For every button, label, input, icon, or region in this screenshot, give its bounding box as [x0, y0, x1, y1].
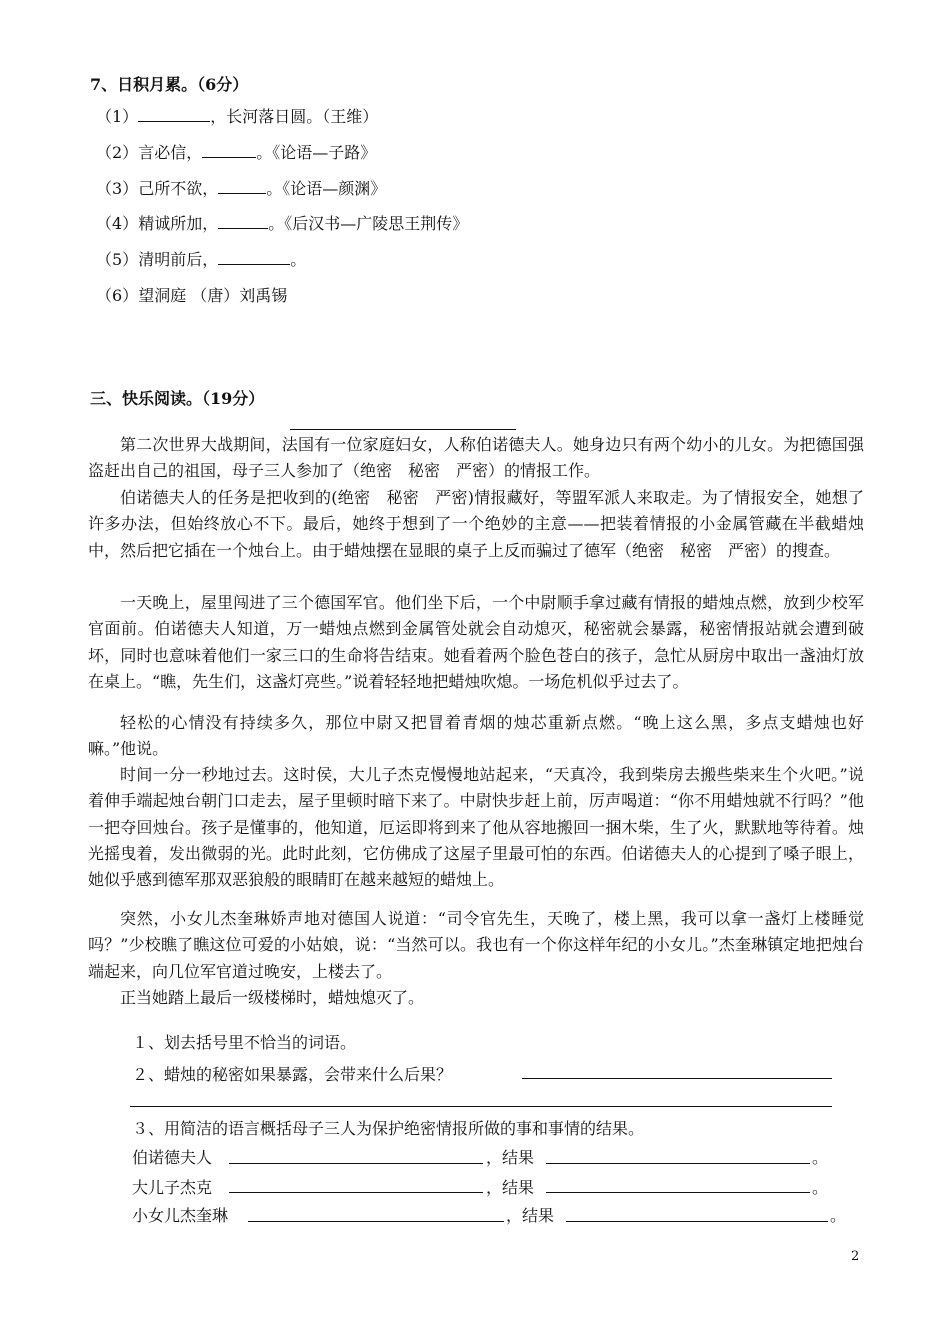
answer-line[interactable]: [546, 1163, 810, 1164]
row-label: 伯诺德夫人: [132, 1148, 213, 1167]
item-number: （1）: [96, 107, 139, 126]
item-text-after: 。《后汉书—广陵思王荆传》: [268, 214, 469, 233]
item-text-after: 。《论语—子路》: [256, 143, 377, 162]
section7-title: 7、日积月累。（6分）: [90, 75, 249, 94]
story-title-blank[interactable]: [290, 429, 516, 430]
answer-line[interactable]: [522, 1078, 832, 1079]
end-mark: 。: [830, 1206, 847, 1225]
result-label: ，结果: [486, 1178, 535, 1197]
story-paragraph-5: 时间一分一秒地过去。这时侯，大儿子杰克慢慢地站起来，“天真冷，我到柴房去搬些柴来生个火吧。”说着伸手端起烛台朝门口走去，屋子里顿时暗下来了。中尉快步赶上前，厉声喝道：“你不用蜡烛就不行吗？”他一把夺回烛台。孩子是懂事的，他知道，厄运即将到来了他从容地搬回一捆木柴，生了火，默默地等待着。烛光摇曳着，发出微弱的光。此时此刻，它仿佛成了这屋子里最可怕的东西。伯诺德夫人的心提到了嗓子眼上，她似乎感到德军那双恶狼般的眼睛盯在越来越短的蜡烛上。: [88, 765, 864, 890]
answer-blank[interactable]: [218, 179, 266, 194]
section7-item-4: [96, 211, 468, 234]
result-label: ，结果: [486, 1148, 535, 1167]
story-paragraph-1: 第二次世界大战期间，法国有一位家庭妇女，人称伯诺德夫人。她身边只有两个幼小的儿女。为把德国强盗赶出自己的祖国，母子三人参加了（绝密 秘密 严密）的情报工作。: [88, 435, 864, 481]
question-2: ２、蜡烛的秘密如果暴露，会带来什么后果？: [132, 1065, 453, 1084]
story-paragraph-6: 突然，小女儿杰奎琳娇声地对德国人说道：“司令官先生，天晚了，楼上黑，我可以拿一盏灯上楼睡觉吗？”少校瞧了瞧这位可爱的小姑娘，说：“当然可以。我也有一个你这样年纪的小女儿。”杰奎琳镇定地把烛台端起来，向几位军官道过晚安，上楼去了。: [88, 909, 864, 981]
section3-title: 三、快乐阅读。（19分）: [90, 389, 265, 408]
section7-item-6: [96, 283, 287, 306]
story-paragraph-7: 正当她踏上最后一级楼梯时，蜡烛熄灭了。: [120, 988, 425, 1007]
answer-line[interactable]: [130, 1106, 832, 1107]
question-3: ３、用简洁的语言概括母子三人为保护绝密情报所做的事和事情的结果。: [132, 1119, 645, 1138]
answer-line[interactable]: [546, 1192, 810, 1193]
item-text-after: 。: [290, 250, 307, 269]
question-1: １、划去括号里不恰当的词语。: [132, 1033, 357, 1052]
item-text-before: 清明前后，: [138, 250, 219, 269]
item-text: 望洞庭 （唐）刘禹锡: [138, 286, 288, 305]
item-text-after: ，长河落日圆。（王维）: [210, 107, 379, 126]
item-text-before: 己所不欲，: [138, 179, 219, 198]
item-text-after: 。《论语—颜渊》: [266, 179, 387, 198]
section7-item-1: [96, 104, 378, 127]
answer-line[interactable]: [566, 1221, 828, 1222]
answer-line[interactable]: [248, 1221, 504, 1222]
section7-item-3: [96, 176, 386, 199]
item-number: （2）: [96, 143, 139, 162]
story-paragraph-4: 轻松的心情没有持续多久，那位中尉又把冒着青烟的烛芯重新点燃。“晚上这么黑，多点支蜡烛也好嘛。”他说。: [88, 713, 864, 759]
answer-line[interactable]: [229, 1192, 483, 1193]
item-text-before: 精诚所加，: [138, 214, 219, 233]
item-number: （4）: [96, 214, 139, 233]
story-paragraph-3: 一天晚上，屋里闯进了三个德国军官。他们坐下后，一个中尉顺手拿过藏有情报的蜡烛点燃，放到少校军官面前。伯诺德夫人知道，万一蜡烛点燃到金属管处就会自动熄灭，秘密就会暴露，秘密情报站就会遭到破坏，同时也意味着他们一家三口的生命将告结束。她看着两个脸色苍白的孩子，急忙从厨房中取出一盏油灯放在桌上。“瞧，先生们，这盏灯亮些。”说着轻轻地把蜡烛吹熄。一场危机似乎过去了。: [88, 593, 864, 691]
item-number: （3）: [96, 179, 139, 198]
answer-blank[interactable]: [138, 107, 210, 122]
end-mark: 。: [812, 1178, 829, 1197]
answer-line[interactable]: [229, 1163, 483, 1164]
result-label: ，结果: [506, 1206, 555, 1225]
end-mark: 。: [812, 1148, 829, 1167]
section7-item-5: [96, 247, 306, 270]
answer-blank[interactable]: [202, 143, 256, 158]
page-number: 2: [851, 1249, 860, 1264]
section7-item-2: [96, 140, 376, 163]
item-number: （5）: [96, 250, 139, 269]
answer-blank[interactable]: [218, 214, 268, 229]
row-label: 大儿子杰克: [132, 1178, 213, 1197]
answer-blank[interactable]: [218, 250, 290, 265]
row-label: 小女儿杰奎琳: [132, 1206, 229, 1225]
item-number: （6）: [96, 286, 139, 305]
story-paragraph-2: 伯诺德夫人的任务是把收到的(绝密 秘密 严密)情报藏好，等盟军派人来取走。为了情报安全，她想了许多办法，但始终放心不下。最后，她终于想到了一个绝妙的主意——把装着情报的小金属管藏在半截蜡烛中，然后把它插在一个烛台上。由于蜡烛摆在显眼的桌子上反而骗过了德军（绝密 秘密 严密）的搜查。: [88, 488, 864, 560]
item-text-before: 言必信，: [138, 143, 203, 162]
